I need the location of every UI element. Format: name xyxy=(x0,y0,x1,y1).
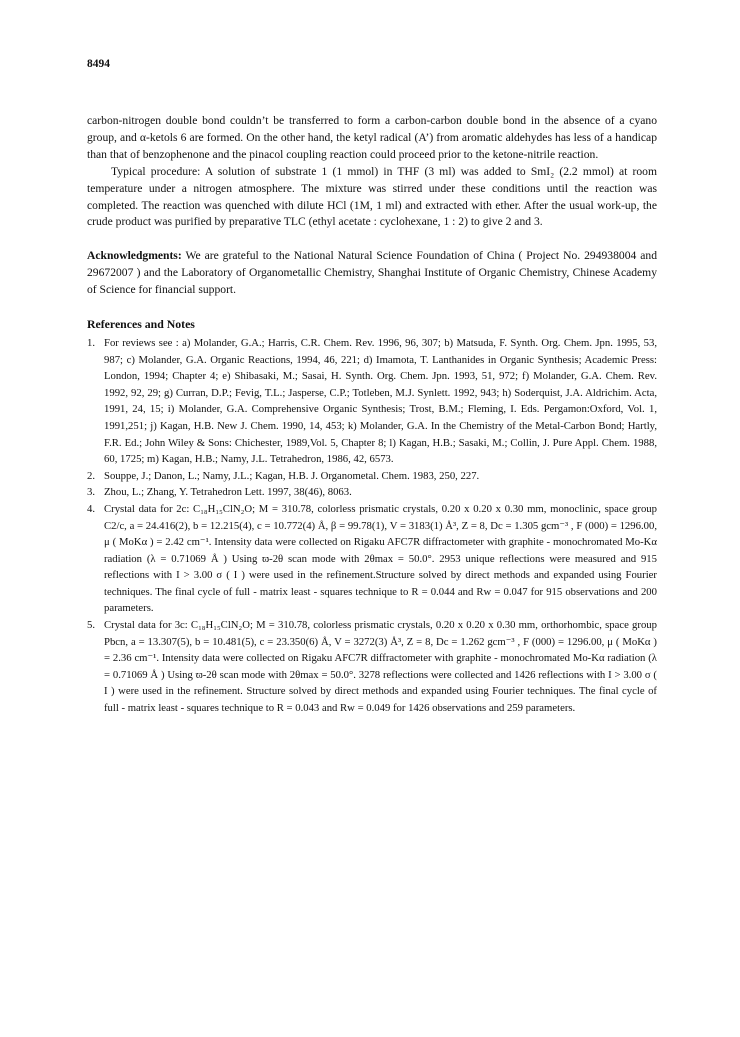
references-list xyxy=(87,335,657,717)
reference-item xyxy=(87,468,657,485)
reference-text: For reviews see : a) Molander, G.A.; Harris, C.R. Chem. Rev. 1996, 96, 307; b) Matsuda, F. Synth. Org. Chem. Jpn. 1995, 53, 987; c) Molander, G.A. Organic Reactions, 1994, 46, 221; d) Imamota, T. Lanthanides in Organic Synthesis; Academic Press: London, 1994; Chapter 4; e) Shibasaki, M.; Sasai, H. Synth. Org. Chem. Jpn. 1993, 51, 972; f) Molander, G.A. Chem. Rev. 1992, 92, 29; g) Curran, D.P.; Fevig, T.L.; Jasperse, C.P.; Totleben, M.J. Synlett. 1992, 943; h) Soderquist, J.A. Aldrichim. Acta, 1991, 24, 15; i) Molander, G.A. Comprehensive Organic Synthesis; Trost, B.M.; Fleming, I. Eds. Pergamon:Oxford, Vol. 1, 1991,251; j) Kagan, H.B. New J. Chem. 1990, 14, 453; k) Molander, G.A. In the Chemistry of the Metal-Carbon Bond; Hartly, F.R. Ed.; John Wiley & Sons: Chichester, 1989,Vol. 5, Chapter 8; l) Kagan, H.B.; Sasaki, M.; Collin, J. Pure Appl. Chem. 1988, 60, 1725; m) Kagan, H.B.; Namy, J.L. Tetrahedron, 1986, 42, 6573. xyxy=(104,336,657,466)
acknowledgments-heading: Acknowledgments: xyxy=(87,249,182,263)
reference-text: Crystal data for 2c: C₁₈H₁₅ClN₂O; M = 310.78, colorless prismatic crystals, 0.20 x 0.20 x 0.30 mm, monoclinic, space group C2/c, a = 24.416(2), b = 12.215(4), c = 10.772(4) Å, β = 99.78(1), V = 3183(1) Å³, Z = 8, Dc = 1.305 gcm⁻³ , F (000) = 1296.00, μ ( MoKα ) = 2.42 cm⁻¹. Intensity data were collected on Rigaku AFC7R diffractometer with graphite - monochromated Mo-Kα radiation (λ = 0.71069 Å ) Using ϖ-2θ scan mode with 2θmax = 50.0°. 2953 unique reflections were measured and 915 reflections with I > 3.00 σ ( I ) were used in the refinement.Structure solved by direct methods and expanded using Fourier techniques. The final cycle of full - matrix least - squares technique to R = 0.044 and Rw = 0.047 for 915 observations and 200 parameters. xyxy=(104,502,657,615)
reference-item xyxy=(87,501,657,617)
paragraph-typical-procedure: Typical procedure: A solution of substrate 1 (1 mmol) in THF (3 ml) was added to SmI₂ (2.2 mmol) at room temperature under a nitrogen atmosphere. The mixture was stirred under these conditions until the reaction was completed. The reaction was quenched with dilute HCl (1M, 1 ml) and extracted with ether. After the usual work-up, the crude product was purified by preparative TLC (ethyl acetate : cyclohexane, 1 : 2) to give 2 and 3. xyxy=(87,164,657,229)
reference-number: 2. xyxy=(87,469,96,482)
reference-number: 1. xyxy=(87,336,96,349)
page-number: 8494 xyxy=(87,58,110,70)
acknowledgments-paragraph xyxy=(87,248,657,299)
reference-text: Zhou, L.; Zhang, Y. Tetrahedron Lett. 1997, 38(46), 8063. xyxy=(104,486,352,499)
reference-number: 4. xyxy=(87,502,96,515)
reference-number: 5. xyxy=(87,619,96,632)
reference-number: 3. xyxy=(87,486,96,499)
reference-item xyxy=(87,335,657,468)
acknowledgments-text: We are grateful to the National Natural Science Foundation of China ( Project No. 294938004 and 29672007 ) and the Laboratory of Organometallic Chemistry, Shanghai Institute of Organic Chemistry, Chinese Academy of Science for financial support. xyxy=(87,249,657,297)
reference-item xyxy=(87,484,657,501)
reference-item xyxy=(87,617,657,717)
paragraph-discussion: carbon-nitrogen double bond couldn’t be transferred to form a carbon-carbon double bond in the absence of a cyano group, and α-ketols 6 are formed. On the other hand, the ketyl radical (A’) from aromatic aldehydes has less of a handicap than that of benzophenone and the pinacol coupling reaction could proceed prior to the ketone-nitrile reaction. xyxy=(87,114,657,161)
reference-text: Souppe, J.; Danon, L.; Namy, J.L.; Kagan, H.B. J. Organometal. Chem. 1983, 250, 227. xyxy=(104,469,480,482)
page-body xyxy=(87,113,657,717)
references-title: References and Notes xyxy=(87,317,195,332)
reference-text: Crystal data for 3c: C₁₈H₁₅ClN₂O; M = 310.78, colorless prismatic crystals, 0.20 x 0.20 x 0.30 mm, orthorhombic, space group Pbcn, a = 13.307(5), b = 10.481(5), c = 23.350(6) Å, V = 3272(3) Å³, Z = 8, Dc = 1.262 gcm⁻³ , F (000) = 1296.00, μ ( MoKα ) = 2.36 cm⁻¹. Intensity data were collected on Rigaku AFC7R diffractometer with graphite - monochromated Mo-Kα radiation (λ = 0.71069 Å ) Using ϖ-2θ scan mode with 2θmax = 50.0°. 3278 reflections were collected and 1426 reflections with I > 3.00 σ ( I ) were used in the refinement. Structure solved by direct methods and expanded using Fourier techniques. The final cycle of full - matrix least - squares technique to R = 0.043 and Rw = 0.049 for 1426 observations and 259 parameters. xyxy=(104,619,657,715)
